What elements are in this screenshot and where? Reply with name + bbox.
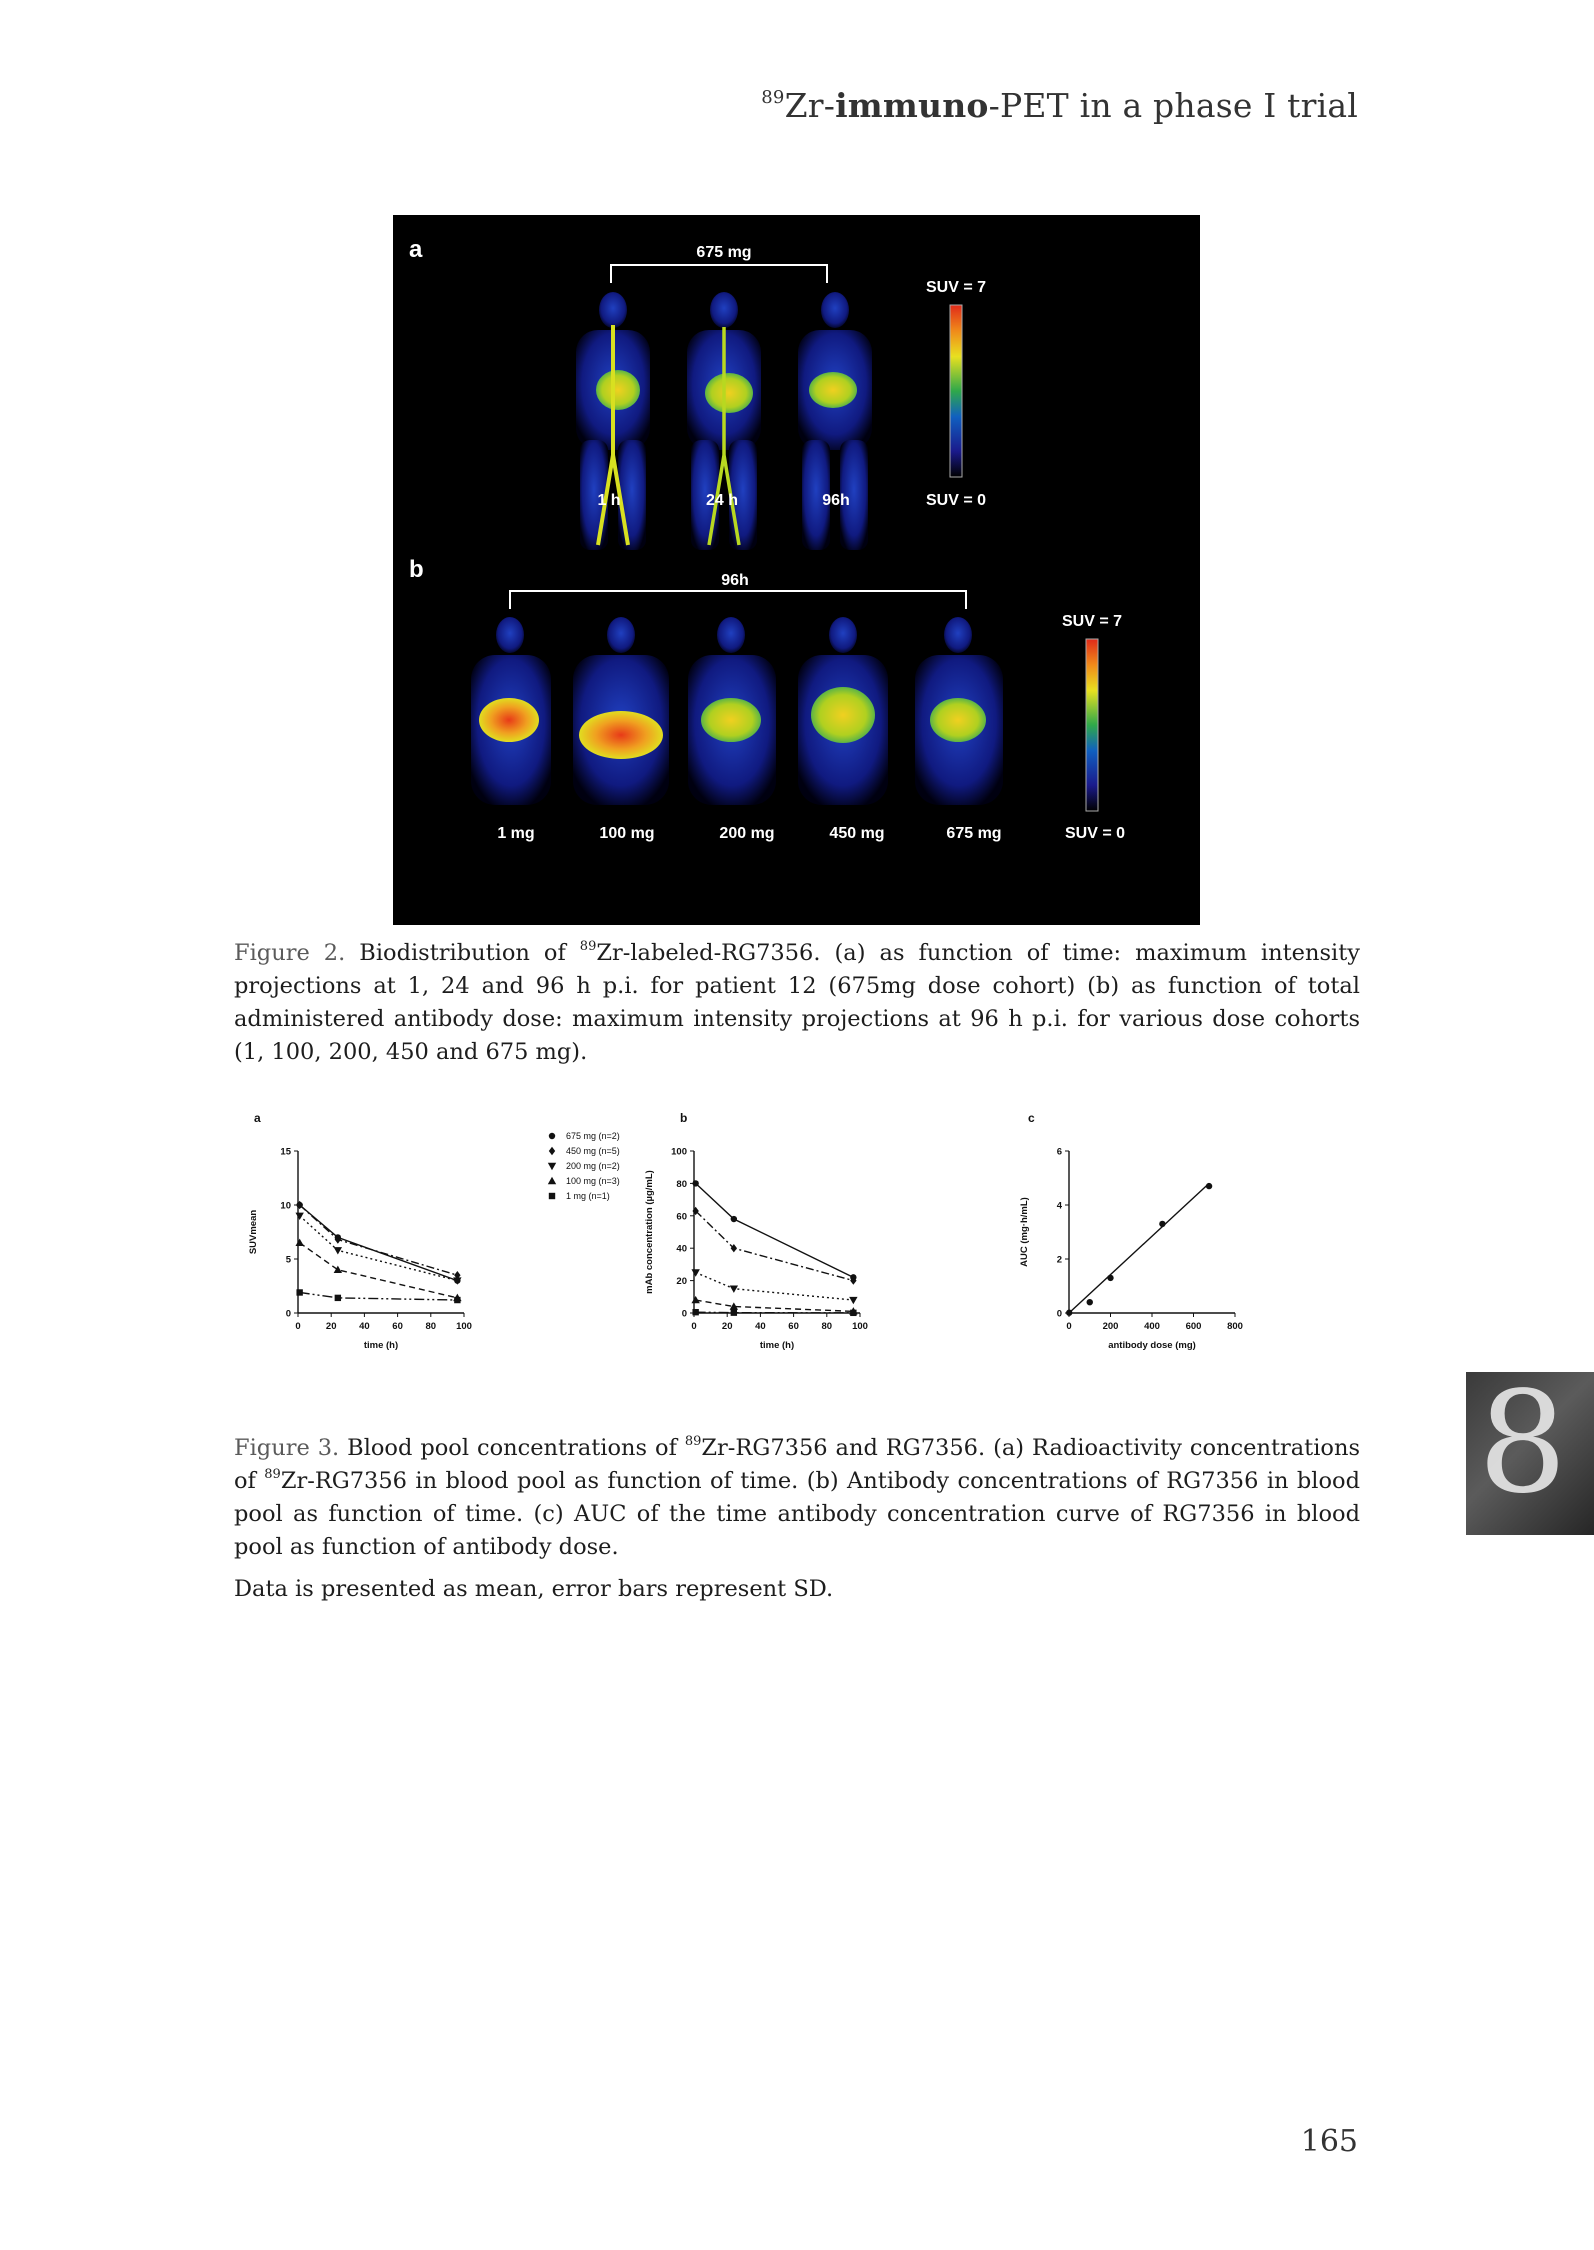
- chart-a-x-tick-label: 40: [359, 1321, 370, 1332]
- chart-b-series-line: [696, 1273, 854, 1301]
- panel-a-label: a: [409, 236, 423, 263]
- chart-a-data-point: [335, 1295, 341, 1301]
- panel-b-label: b: [409, 556, 424, 583]
- chart-c-x-tick-label: 200: [1102, 1321, 1119, 1332]
- chart-c-x-label: antibody dose (mg): [1108, 1340, 1196, 1351]
- chart-c-x-tick-label: 600: [1185, 1321, 1202, 1332]
- body-image-450mg: [798, 617, 888, 805]
- legend-marker: [549, 1147, 555, 1155]
- chart-b-series-line: [696, 1300, 854, 1311]
- chart-c-x-tick-label: 400: [1144, 1321, 1160, 1332]
- panel-a-suv-min: SUV = 0: [925, 492, 987, 509]
- chart-c-data-point: [1159, 1221, 1165, 1227]
- chart-a-x-tick-label: 60: [392, 1321, 403, 1332]
- figure-2-caption: Figure 2. Biodistribution of $^{89}$Zr-labeled-RG7356. (a) as function of time: maximum intensity projections at 1, 24 and 96 h p.i. for patient 12 (675mg dose cohort) (b) as function of total administered antibody dose: maximum intensity projections at 96 h p.i. for various dose cohorts (1, 100, 200, 450 and 675 mg).: [234, 939, 1360, 1065]
- chart-b-series-line: [696, 1183, 854, 1277]
- chart-b-y-tick-label: 0: [681, 1308, 687, 1320]
- chart-a-letter: a: [254, 1111, 261, 1125]
- chart-b-data-point: [731, 1309, 737, 1315]
- chart-b-data-point: [850, 1310, 856, 1316]
- chart-c-y-tick-label: 6: [1056, 1146, 1062, 1158]
- legend-entry: 675 mg (n=2): [566, 1131, 620, 1141]
- legend-marker: [549, 1193, 555, 1199]
- body-image-1h: [576, 292, 650, 550]
- dose-label-4: 450 mg: [829, 825, 885, 842]
- dose-label-2: 100 mg: [599, 825, 655, 842]
- legend-entry: 1 mg (n=1): [566, 1191, 610, 1201]
- chart-a-data-point: [334, 1266, 342, 1273]
- chart-b-data-point: [849, 1297, 857, 1304]
- chart-b-data-point: [730, 1286, 738, 1293]
- chart-b-x-tick-label: 40: [755, 1321, 766, 1332]
- chart-c-y-tick-label: 2: [1056, 1254, 1062, 1266]
- chart-b-x-tick-label: 0: [691, 1321, 697, 1332]
- chart-a-series-line: [300, 1205, 458, 1275]
- page-number: 165: [1300, 2124, 1358, 2159]
- chart-b-y-tick-label: 40: [676, 1243, 687, 1255]
- chart-c-data-point: [1107, 1275, 1113, 1281]
- chart-a-data-point: [295, 1239, 303, 1246]
- chart-a-x-tick-label: 100: [456, 1321, 472, 1332]
- legend-marker: [549, 1133, 555, 1139]
- chart-b-y-tick-label: 60: [676, 1211, 687, 1223]
- panel-b-color-scale: [1086, 639, 1098, 811]
- chart-a-x-tick-label: 20: [325, 1321, 337, 1332]
- chart-b-x-tick-label: 20: [721, 1321, 733, 1332]
- panel-b-suv-max: SUV = 7: [1061, 613, 1123, 630]
- panel-b-suv-min: SUV = 0: [1064, 825, 1126, 842]
- chart-a-y-tick-label: 15: [280, 1146, 291, 1158]
- chart-a-y-tick-label: 5: [285, 1254, 291, 1266]
- time-label-2: 24 h: [705, 492, 739, 509]
- time-label-1: 1 h: [597, 492, 621, 509]
- chart-a-y-tick-label: 10: [280, 1200, 291, 1212]
- chart-a-data-point: [334, 1247, 342, 1254]
- chart-a-x-label: time (h): [363, 1340, 399, 1351]
- dose-label-1: 1 mg: [497, 825, 535, 842]
- legend-marker: [548, 1177, 556, 1184]
- chart-b-y-tick-label: 100: [671, 1146, 687, 1158]
- legend-entry: 450 mg (n=5): [566, 1146, 620, 1156]
- chart-b-x-tick-label: 100: [852, 1321, 868, 1332]
- chart-b-series-line: [696, 1312, 854, 1313]
- chart-a-series-line: [300, 1292, 458, 1300]
- time-label-3: 96h: [822, 492, 850, 509]
- chart-b-y-tick-label: 20: [676, 1276, 687, 1288]
- legend-entry: 100 mg (n=3): [566, 1176, 620, 1186]
- panel-a-color-scale: [950, 305, 962, 477]
- chart-c-regression-line: [1069, 1183, 1209, 1313]
- chart-b-y-tick-label: 80: [676, 1178, 687, 1190]
- chart-c-y-tick-label: 0: [1056, 1308, 1062, 1320]
- chart-b-data-point: [692, 1180, 698, 1186]
- chart-c-y-label: AUC (mg·h/mL): [1019, 1197, 1030, 1267]
- chart-b-data-point: [731, 1216, 737, 1222]
- chart-a-data-point: [296, 1289, 302, 1295]
- chart-a-y-tick-label: 0: [285, 1308, 291, 1320]
- running-header: $^{89}$Zr-immuno-PET in a phase I trial: [761, 86, 1358, 125]
- chart-c-data-point: [1206, 1183, 1212, 1189]
- chart-a-series-line: [300, 1243, 458, 1298]
- panel-b-time: 96h: [721, 572, 749, 589]
- body-image-100mg: [573, 617, 669, 805]
- chart-a-series-line: [300, 1205, 458, 1281]
- figure-3-charts: [234, 1100, 1360, 1380]
- chart-b-data-point: [691, 1269, 699, 1276]
- chart-c-data-point: [1066, 1310, 1072, 1316]
- legend-entry: 200 mg (n=2): [566, 1161, 620, 1171]
- dose-label-5: 675 mg: [946, 825, 1002, 842]
- chart-b-y-label: mAb concentration (µg/mL): [644, 1170, 655, 1294]
- panel-a-dose: 675 mg: [696, 244, 752, 261]
- chart-b-x-label: time (h): [759, 1340, 795, 1351]
- body-image-24h: [687, 292, 761, 550]
- chart-c-letter: c: [1028, 1111, 1035, 1125]
- dose-label-3: 200 mg: [719, 825, 775, 842]
- chapter-tab: [1466, 1372, 1594, 1535]
- chart-b-series-line: [696, 1211, 854, 1281]
- body-image-96h: [798, 292, 872, 550]
- chart-c-y-tick-label: 4: [1056, 1200, 1062, 1212]
- body-image-675mg: [915, 617, 1003, 805]
- chart-a-data-point: [454, 1297, 460, 1303]
- legend-marker: [548, 1163, 556, 1170]
- chart-c-x-tick-label: 0: [1066, 1321, 1072, 1332]
- chart-a-y-label: SUVmean: [248, 1209, 259, 1255]
- figure-2-pet-images: [393, 215, 1200, 925]
- chart-b-data-point: [691, 1296, 699, 1303]
- chart-c-x-tick-label: 800: [1227, 1321, 1243, 1332]
- panel-a-suv-max: SUV = 7: [925, 279, 987, 296]
- chart-a-x-tick-label: 80: [425, 1321, 437, 1332]
- chart-a-data-point: [295, 1213, 303, 1220]
- chart-c-data-point: [1087, 1299, 1093, 1305]
- chapter-number: 8: [1478, 1372, 1568, 1525]
- data-note: Data is presented as mean, error bars represent SD.: [234, 1576, 834, 1602]
- figure-3-caption: Figure 3. Blood pool concentrations of $^{89}$Zr-RG7356 and RG7356. (a) Radioactivity concentrations of $^{89}$Zr-RG7356 in blood pool as function of time. (b) Antibody concentrations of RG7356 in blood pool as function of time. (c) AUC of the time antibody concentration curve of RG7356 in blood pool as function of antibody dose.: [234, 1434, 1360, 1560]
- chart-b-letter: b: [680, 1111, 688, 1125]
- body-image-1mg: [471, 617, 551, 805]
- body-image-200mg: [688, 617, 776, 805]
- chart-a-x-tick-label: 0: [295, 1321, 301, 1332]
- chart-b-x-tick-label: 80: [821, 1321, 833, 1332]
- chart-b-x-tick-label: 60: [788, 1321, 799, 1332]
- chart-b-data-point: [692, 1309, 698, 1315]
